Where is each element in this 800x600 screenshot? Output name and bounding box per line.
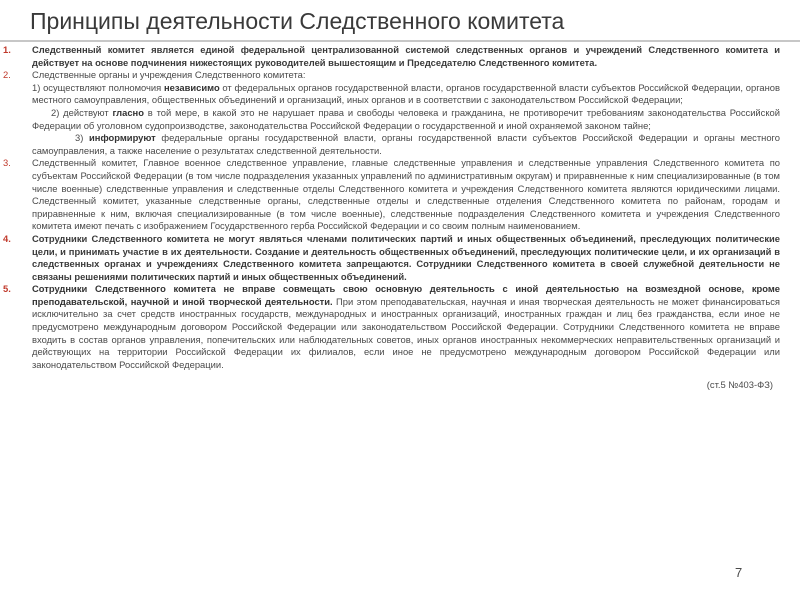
slide-title: Принципы деятельности Следственного комитета (30, 8, 565, 34)
principle-lead: Следственные органы и учреждения Следственного комитета: (32, 69, 306, 81)
sub-item-2: 2) действуют гласно в той мере, в какой это не нарушает права и свободы человека и гражданина, не противоречит требованиям законодательства Российской Федерации об уголовном судопроизводстве, законодательства Российской Федерации о государственной и иной охраняемой законом тайне; (32, 106, 781, 131)
item-number: 3. (3, 157, 11, 169)
principle-5 (3, 283, 780, 371)
title-divider (0, 40, 800, 42)
principle-text: Следственный комитет является единой федеральной централизованной системой следственных органов и учреждений Следственного комитета и действует на основе подчинения нижестоящих руководителей вышестоящим и Председателю Следственного комитета. (32, 44, 780, 68)
item-number: 5. (3, 283, 11, 295)
slide-content (3, 44, 780, 392)
principle-4 (3, 233, 780, 283)
sub-item-1: 1) осуществляют полномочия независимо от федеральных органов государственной власти, органов государственной власти субъектов Российской Федерации, органов местного самоуправления, общественных объединений и организаций, иных органов и в соответствии с законодательством Российской Федерации; (32, 81, 780, 106)
item-number: 4. (3, 232, 11, 244)
law-reference: (ст.5 №403-ФЗ) (706, 379, 773, 391)
principle-2 (3, 69, 780, 157)
principle-text: Сотрудники Следственного комитета не вправе совмещать свою основную деятельность с иной деятельностью на возмездной основе, кроме преподавательской, научной и иной творческой деятельности. При этом преподавательская, научная и иная творческая деятельность не может финансироваться исключительно за счет средств иностранных государств, международных и иностранных организаций, иностранных граждан и лиц без гражданства, если иное не предусмотрено международным договором Российской Федерации или законодательством Российской Федерации. Сотрудники Следственного комитета не вправе входить в состав органов управления, попечительских или наблюдательных советов, иных органов иностранных некоммерческих неправительственных организаций и действующих на территории Российской Федерации их филиалов, если иное не предусмотрено международным договором Российской Федерации или законодательством Российской Федерации. (32, 283, 780, 370)
page-number: 7 (735, 565, 743, 580)
sub-item-3: 3) информируют федеральные органы государственной власти, органы государственной власти субъектов Российской Федерации и органы местного самоуправления, а также население о результатах следственной деятельности. (32, 132, 780, 156)
item-number: 2. (3, 69, 11, 81)
principle-3 (3, 157, 780, 233)
item-number: 1. (3, 44, 11, 55)
principle-text: Сотрудники Следственного комитета не могут являться членами политических партий и иных общественных объединений, преследующих политические цели, и принимать участие в их деятельности. Создание и деятельность общественных объединений, преследующих политические цели, и их организаций в следственных органах и учреждениях Следственного комитета запрещаются. Сотрудники Следственного комитета в своей служебной деятельности не связаны решениями политических партий и иных общественных объединений. (32, 232, 780, 282)
principle-text: Следственный комитет, Главное военное следственное управление, главные следственные управления и следственные управления Следственного комитета по субъектам Российской Федерации (в том числе подразделения указанных управлений по административным округам) и приравненные к ним специализированные (в том числе военные) следственные управления и следственные отделы Следственного комитета и учреждения Следственного комитета являются юридическими лицами. Следственный комитет, указанные следственные органы, следственные отделы и следственные отделения Следственного комитета по районам, городам и приравненные к ним, включая специализированные (в том числе военные), следственные подразделения Следственного комитета и учреждения Следственного комитета имеют печать с изображением Государственного герба Российской Федерации и со своим полным наименованием. (32, 157, 780, 232)
principle-1 (3, 44, 780, 69)
